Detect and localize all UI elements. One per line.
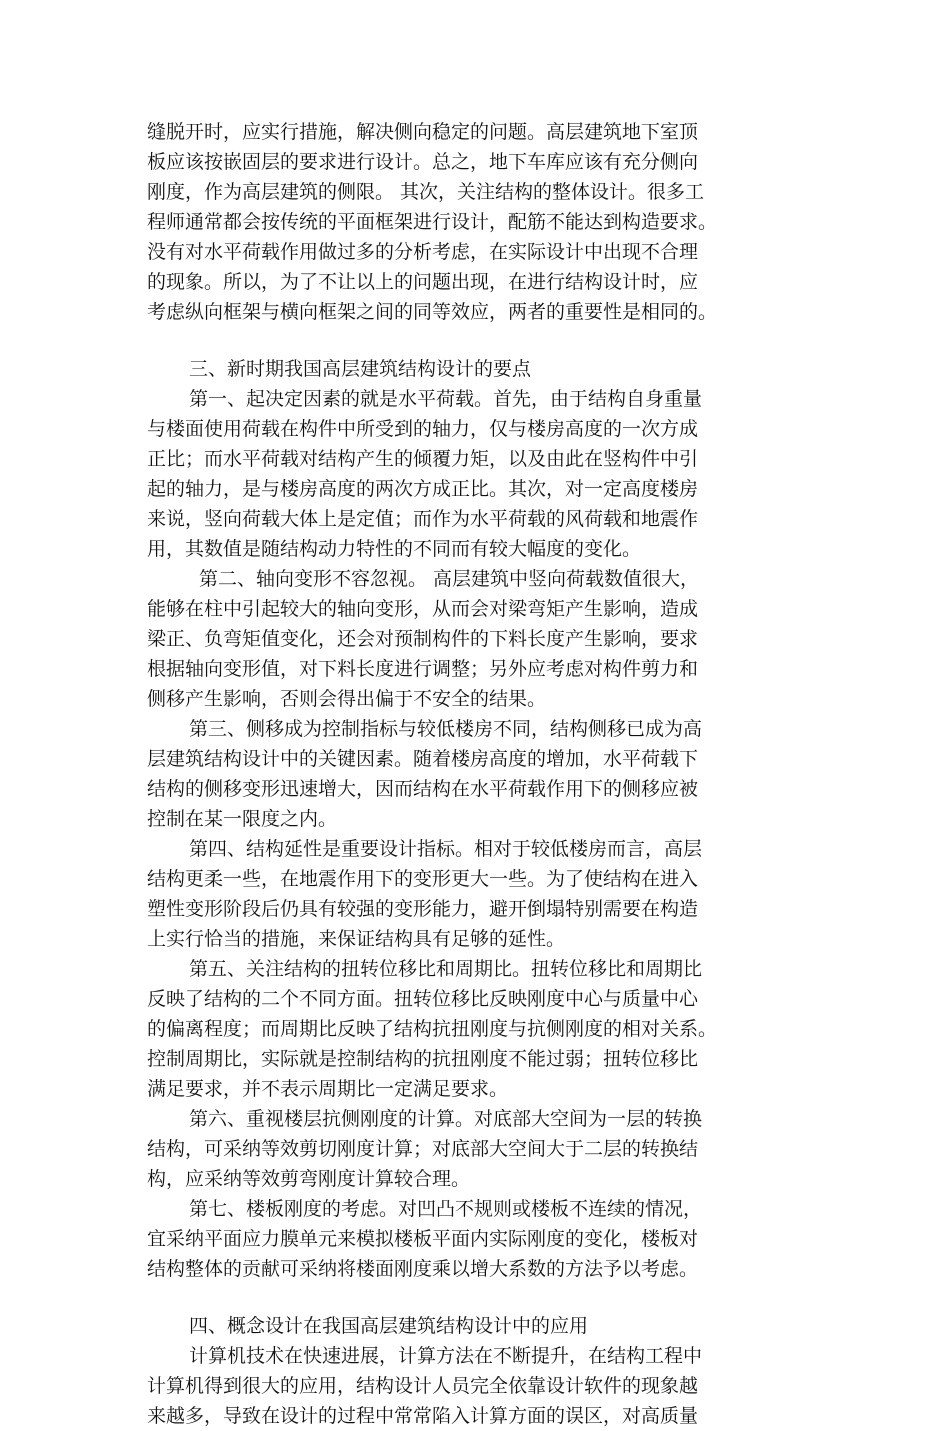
- paragraph-line: 第六、重视楼层抗侧刚度的计算。对底部大空间为一层的转换: [189, 1108, 703, 1130]
- paragraph-line: 计算机得到很大的应用，结构设计人员完全依靠设计软件的现象越: [147, 1375, 699, 1397]
- paragraph-line: 层建筑结构设计中的关键因素。随着楼房高度的增加，水平荷载下: [147, 748, 699, 770]
- section-4-heading: 四、概念设计在我国高层建筑结构设计中的应用: [189, 1315, 589, 1337]
- paragraph-line: 侧移产生影响，否则会得出偏于不安全的结果。: [147, 688, 547, 710]
- paragraph-line: 第二、轴向变形不容忽视。 高层建筑中竖向荷载数值很大，: [199, 568, 700, 590]
- paragraph-line: 梁正、负弯矩值变化，还会对预制构件的下料长度产生影响，要求: [147, 628, 699, 650]
- paragraph-line: 控制周期比，实际就是控制结构的抗扭刚度不能过弱；扭转位移比: [147, 1048, 699, 1070]
- paragraph-line: 构，应采纳等效剪弯刚度计算较合理。: [147, 1168, 471, 1190]
- paragraph-line: 上实行恰当的措施，来保证结构具有足够的延性。: [147, 928, 566, 950]
- intro-line-7: 考虑纵向框架与横向框架之间的同等效应，两者的重要性是相同的。: [147, 301, 718, 323]
- paragraph-line: 反映了结构的二个不同方面。扭转位移比反映刚度中心与质量中心: [147, 988, 699, 1010]
- intro-line-1: 缝脱开时，应实行措施，解决侧向稳定的问题。高层建筑地下室顶: [147, 121, 699, 143]
- intro-line-4: 程师通常都会按传统的平面框架进行设计，配筋不能达到构造要求。: [147, 211, 718, 233]
- intro-line-3: 刚度，作为高层建筑的侧限。 其次，关注结构的整体设计。很多工: [147, 181, 705, 203]
- paragraph-line: 第三、侧移成为控制指标与较低楼房不同，结构侧移已成为高: [189, 718, 703, 740]
- paragraph-line: 能够在柱中引起较大的轴向变形，从而会对梁弯矩产生影响，造成: [147, 598, 699, 620]
- paragraph-line: 第七、楼板刚度的考虑。对凹凸不规则或楼板不连续的情况，: [189, 1198, 703, 1220]
- paragraph-line: 的偏离程度；而周期比反映了结构抗扭刚度与抗侧刚度的相对关系。: [147, 1018, 718, 1040]
- paragraph-line: 结构，可采纳等效剪切刚度计算；对底部大空间大于二层的转换结: [147, 1138, 699, 1160]
- paragraph-line: 起的轴力，是与楼房高度的两次方成正比。其次，对一定高度楼房: [147, 478, 699, 500]
- paragraph-line: 结构整体的贡献可采纳将楼面刚度乘以增大系数的方法予以考虑。: [147, 1258, 699, 1280]
- paragraph-line: 第一、起决定因素的就是水平荷载。首先，由于结构自身重量: [189, 388, 703, 410]
- paragraph-line: 结构更柔一些，在地震作用下的变形更大一些。为了使结构在进入: [147, 868, 699, 890]
- paragraph-line: 与楼面使用荷载在构件中所受到的轴力，仅与楼房高度的一次方成: [147, 418, 699, 440]
- section-gap: [147, 1284, 807, 1311]
- paragraph-line: 结构的侧移变形迅速增大，因而结构在水平荷载作用下的侧移应被: [147, 778, 699, 800]
- paragraph-line: 宜采纳平面应力膜单元来模拟楼板平面内实际刚度的变化，楼板对: [147, 1228, 699, 1250]
- intro-line-6: 的现象。所以，为了不让以上的问题出现，在进行结构设计时，应: [147, 271, 699, 293]
- paragraph-line: 根据轴向变形值，对下料长度进行调整；另外应考虑对构件剪力和: [147, 658, 699, 680]
- paragraph-line: 控制在某一限度之内。: [147, 808, 338, 830]
- paragraph-line: 来说，竖向荷载大体上是定值；而作为水平荷载的风荷载和地震作: [147, 508, 699, 530]
- paragraph-line: 塑性变形阶段后仍具有较强的变形能力，避开倒塌特别需要在构造: [147, 898, 699, 920]
- paragraph-line: 来越多，导致在设计的过程中常常陷入计算方面的误区，对高质量: [147, 1405, 699, 1427]
- paragraph-line: 计算机技术在快速进展，计算方法在不断提升，在结构工程中: [189, 1345, 703, 1367]
- section-gap: [147, 327, 807, 354]
- section-3-heading: 三、新时期我国高层建筑结构设计的要点: [189, 358, 532, 380]
- intro-line-2: 板应该按嵌固层的要求进行设计。总之，地下车库应该有充分侧向: [147, 151, 699, 173]
- paragraph-line: 满足要求，并不表示周期比一定满足要求。: [147, 1078, 509, 1100]
- paragraph-line: 用，其数值是随结构动力特性的不同而有较大幅度的变化。: [147, 538, 642, 560]
- document-body: [147, 117, 807, 1431]
- paragraph-line: 正比；而水平荷载对结构产生的倾覆力矩，以及由此在竖构件中引: [147, 448, 699, 470]
- paragraph-line: 第四、结构延性是重要设计指标。相对于较低楼房而言，高层: [189, 838, 703, 860]
- intro-line-5: 没有对水平荷载作用做过多的分析考虑，在实际设计中出现不合理: [147, 241, 699, 263]
- paragraph-line: 第五、关注结构的扭转位移比和周期比。扭转位移比和周期比: [189, 958, 703, 980]
